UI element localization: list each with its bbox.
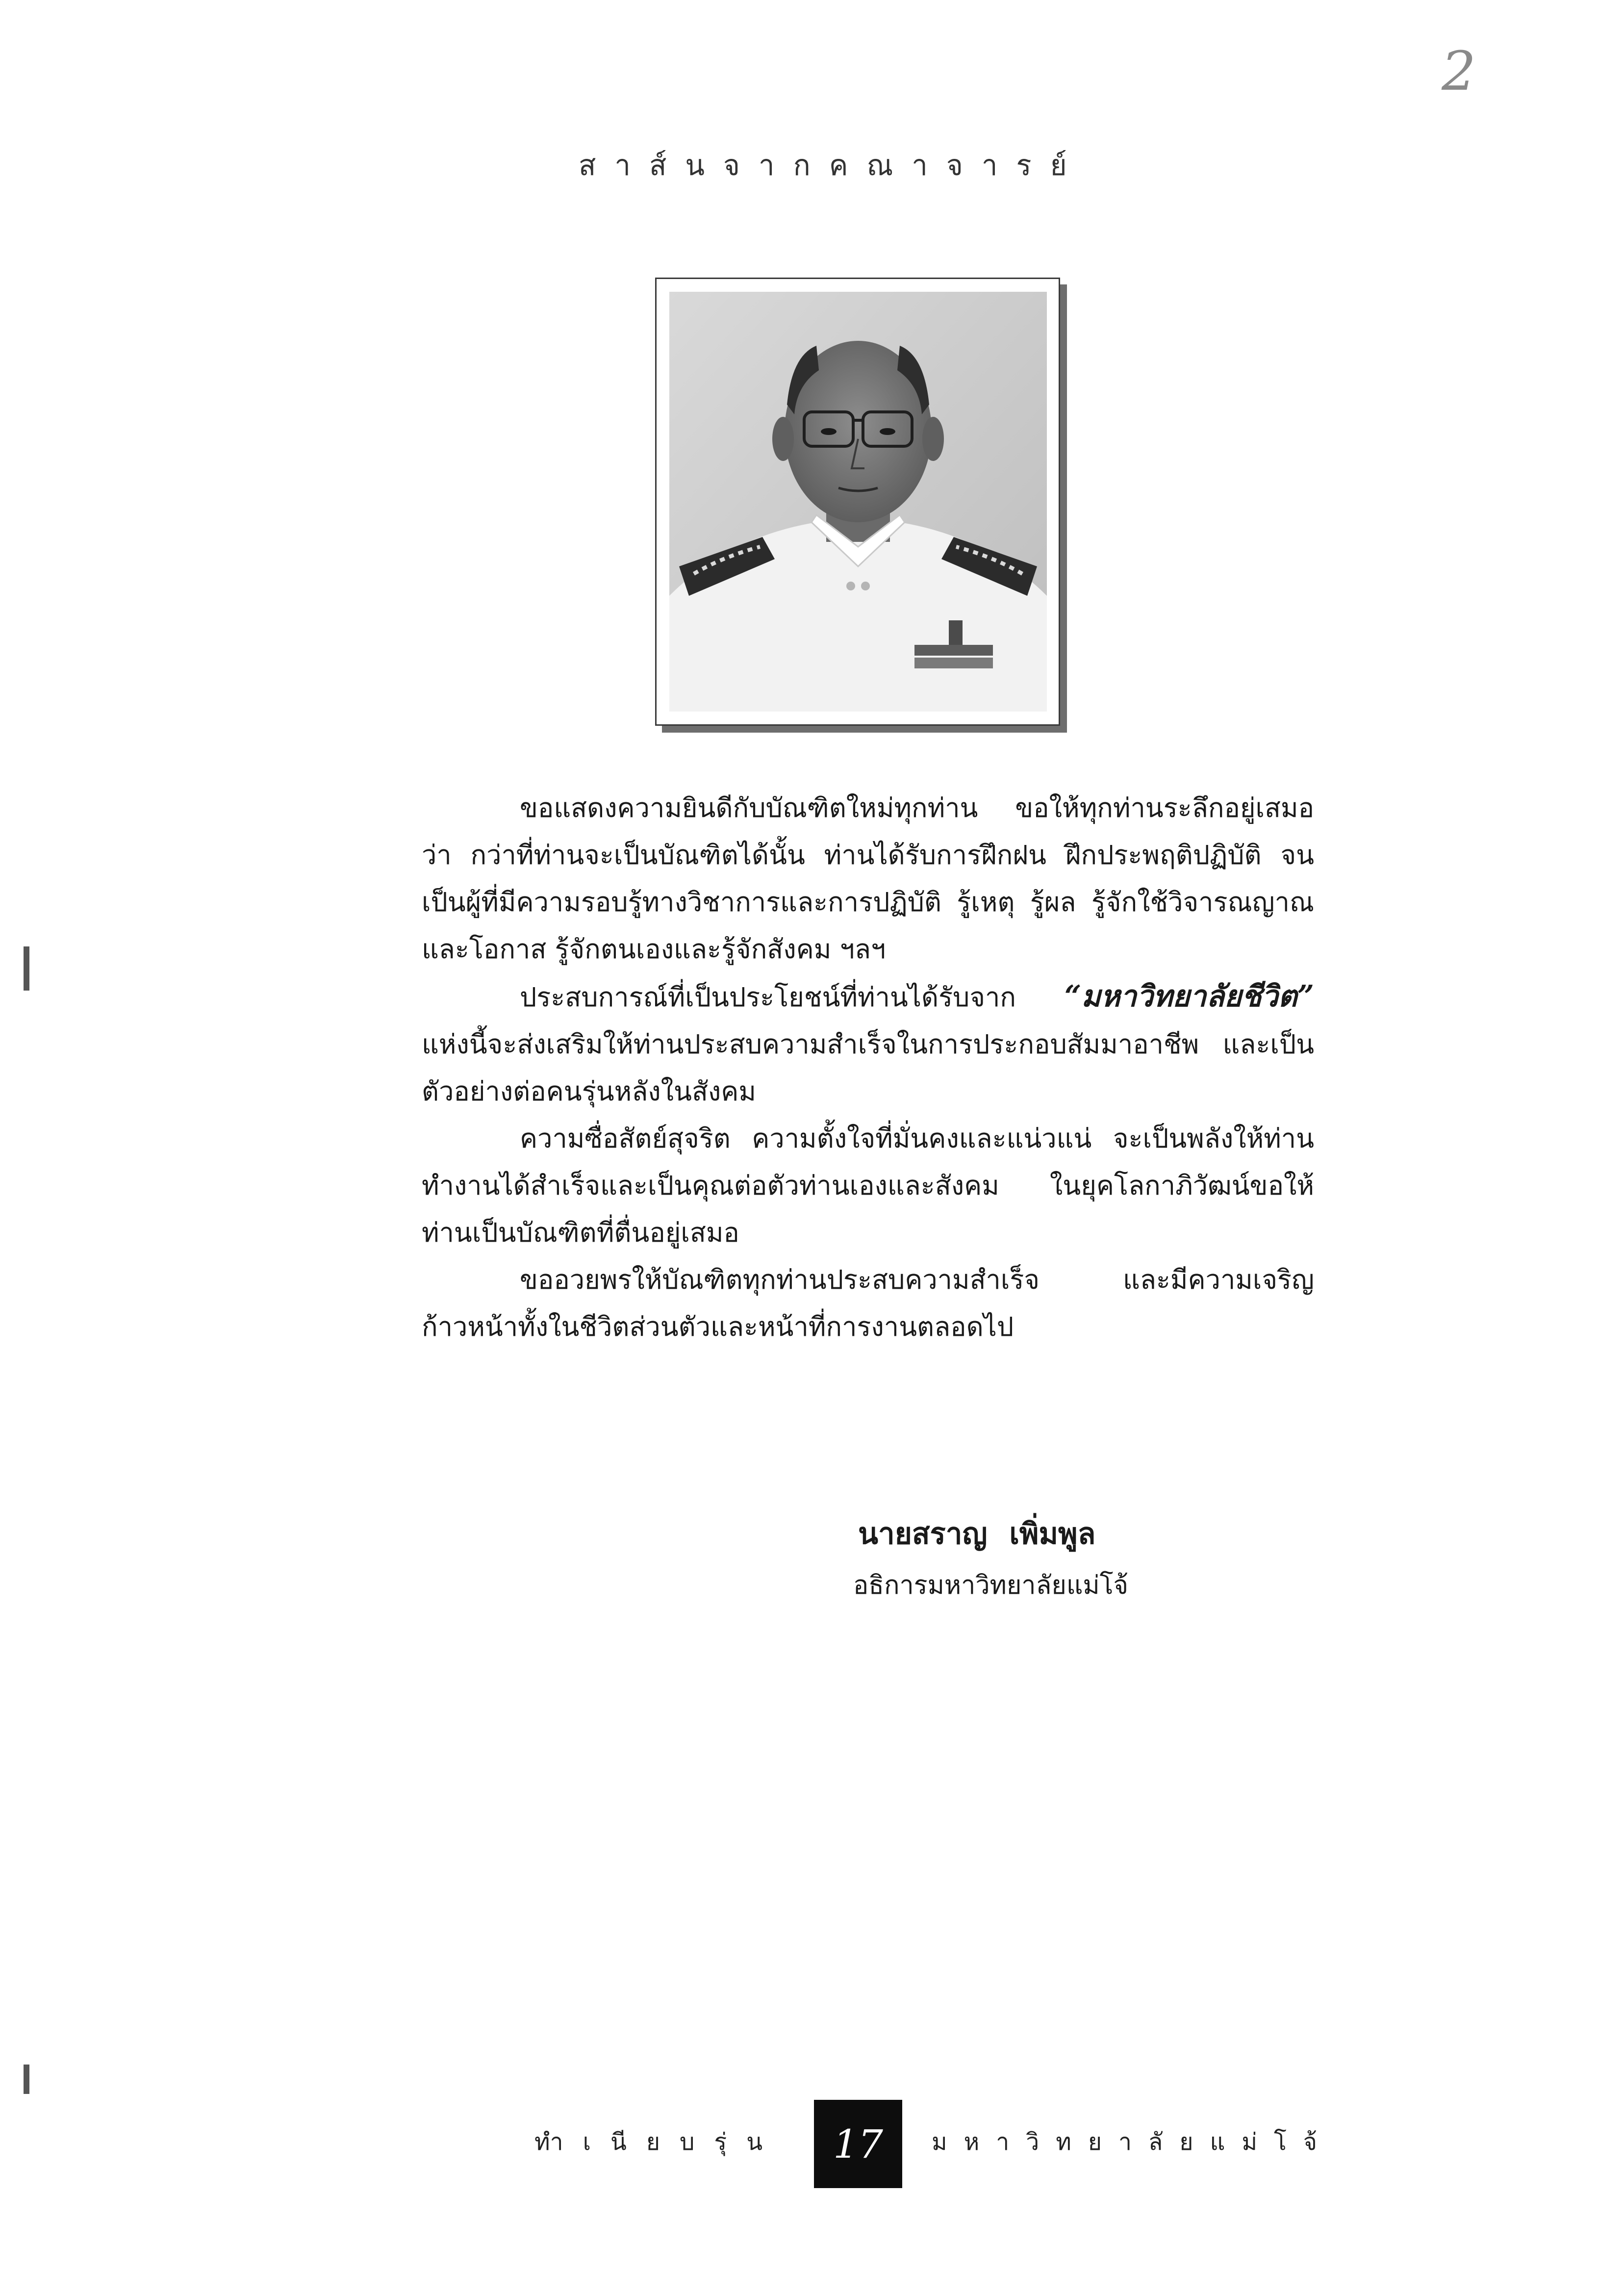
footer-university-name: มหาวิทยาลัยแม่โจ้ (932, 2128, 1334, 2156)
letter-paragraph-3: ความซื่อสัตย์สุจริต ความตั้งใจที่มั่นคงและแน่วแน่ จะเป็นพลังให้ท่านทำงานได้สำเร็จและเป็นคุณต่อตัวท่านเองและสังคม ในยุคโลกาภิวัฒน์ขอให้ท่านเป็นบัณฑิตที่ตื่นอยู่เสมอ (422, 1123, 1314, 1248)
letter-paragraph-4: ขออวยพรให้บัณฑิตทุกท่านประสบความสำเร็จ และมีความเจริญก้าวหน้าทั้งในชีวิตส่วนตัวและหน้าที่การงานตลอดไป (422, 1264, 1314, 1342)
footer-page-number: 17 (814, 2100, 902, 2188)
emphasized-phrase: “มหาวิทยาลัยชีวิต” (1064, 979, 1314, 1014)
letter-paragraph-2 (422, 973, 1314, 1115)
paragraph-2-text-start: ประสบการณ์ที่เป็นประโยชน์ที่ท่านได้รับจาก (520, 982, 1065, 1013)
binding-mark (24, 2065, 29, 2094)
footer-publication-title: ทำเนียบรุ่น (534, 2128, 782, 2156)
letter-body (422, 785, 1314, 1351)
portrait-photo (655, 278, 1060, 726)
signer-name: นายสราญ เพิ่มพูล (858, 1517, 1096, 1551)
paragraph-2-text-end: แห่งนี้จะส่งเสริมให้ท่านประสบความสำเร็จในการประกอบสัมมาอาชีพ และเป็นตัวอย่างต่อคนรุ่นหลังในสังคม (422, 1029, 1314, 1107)
handwritten-page-mark: 2 (1442, 40, 1476, 102)
portrait-image (669, 292, 1047, 712)
letter-paragraph-1: ขอแสดงความยินดีกับบัณฑิตใหม่ทุกท่าน ขอให้ทุกท่านระลึกอยู่เสมอว่า กว่าที่ท่านจะเป็นบัณฑิตได้นั้น ท่านได้รับการฝึกฝน ฝึกประพฤติปฏิบัติ จนเป็นผู้ที่มีความรอบรู้ทางวิชาการและการปฏิบัติ รู้เหตุ รู้ผล รู้จักใช้วิจารณญาณและโอกาส รู้จักตนเองและรู้จักสังคม ฯลฯ (422, 792, 1314, 965)
section-header: สาส์นจากคณาจารย์ (579, 149, 1086, 182)
signer-title: อธิการมหาวิทยาลัยแม่โจ้ (853, 1571, 1129, 1600)
binding-mark (24, 946, 29, 991)
